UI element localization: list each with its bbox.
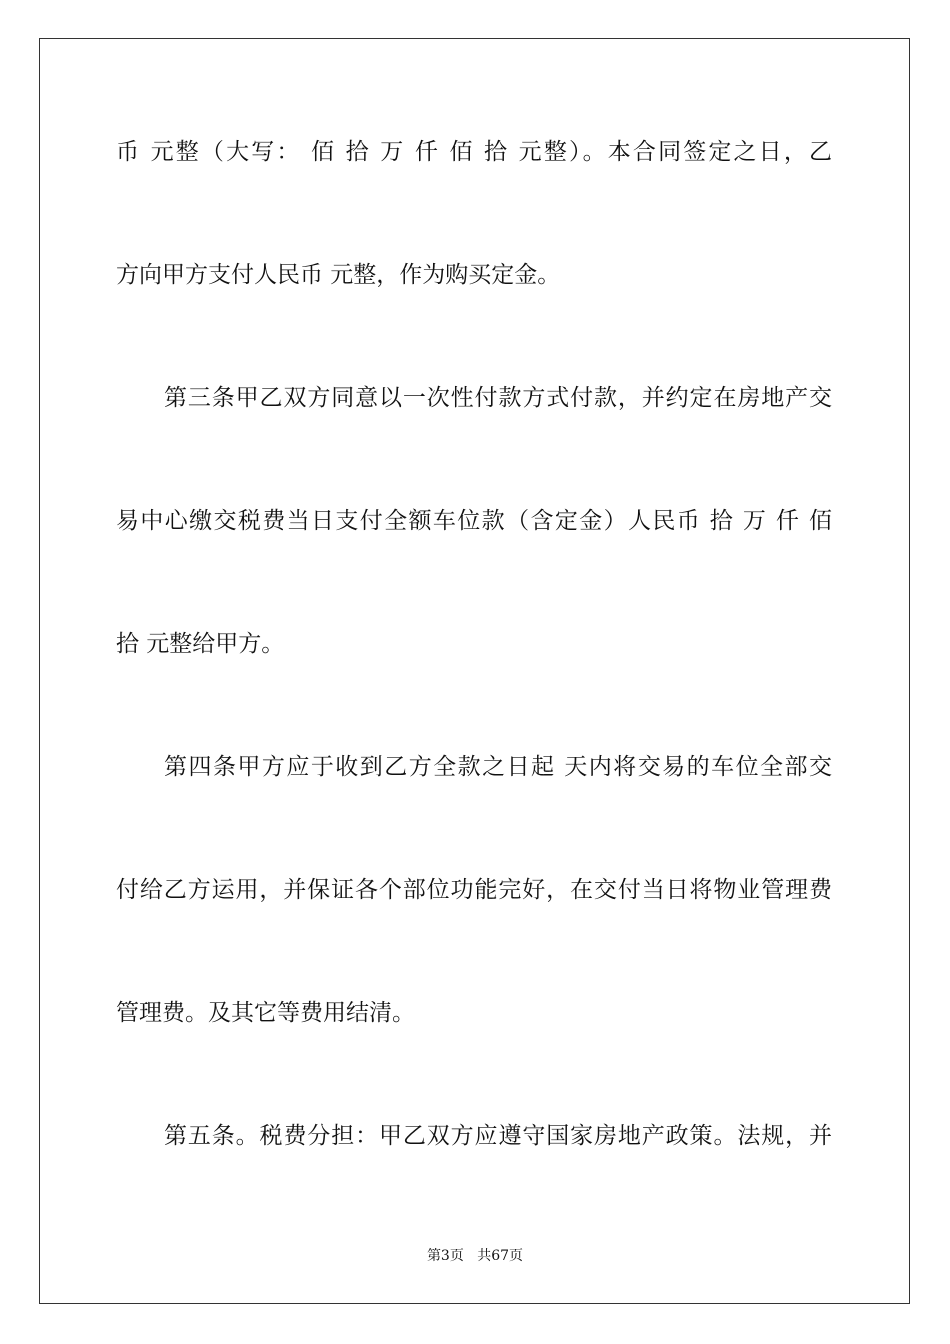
text-line-3: 第三条甲乙双方同意以一次性付款方式付款，并约定在房地产交 <box>164 385 832 411</box>
text-line-5: 拾 元整给甲方。 <box>116 631 285 657</box>
text-line-9: 第五条。税费分担：甲乙双方应遵守国家房地产政策。法规，并 <box>164 1123 832 1149</box>
text-line-2: 方向甲方支付人民币 元整，作为购买定金。 <box>116 262 561 288</box>
text-line-7: 付给乙方运用，并保证各个部位功能完好，在交付当日将物业管理费 <box>116 877 832 903</box>
text-line-4: 易中心缴交税费当日支付全额车位款（含定金）人民币 拾 万 仟 佰 <box>116 508 832 534</box>
page-footer <box>0 1246 950 1266</box>
text-line-1: 币 元整（大写： 佰 拾 万 仟 佰 拾 元整）。本合同签定之日，乙 <box>116 139 832 165</box>
text-line-8: 管理费。及其它等费用结清。 <box>116 1000 415 1026</box>
page-border <box>39 38 910 1304</box>
text-line-6: 第四条甲方应于收到乙方全款之日起 天内将交易的车位全部交 <box>164 754 832 780</box>
page-number: 第3页 <box>426 1248 464 1264</box>
page-total: 共67页 <box>477 1248 524 1264</box>
